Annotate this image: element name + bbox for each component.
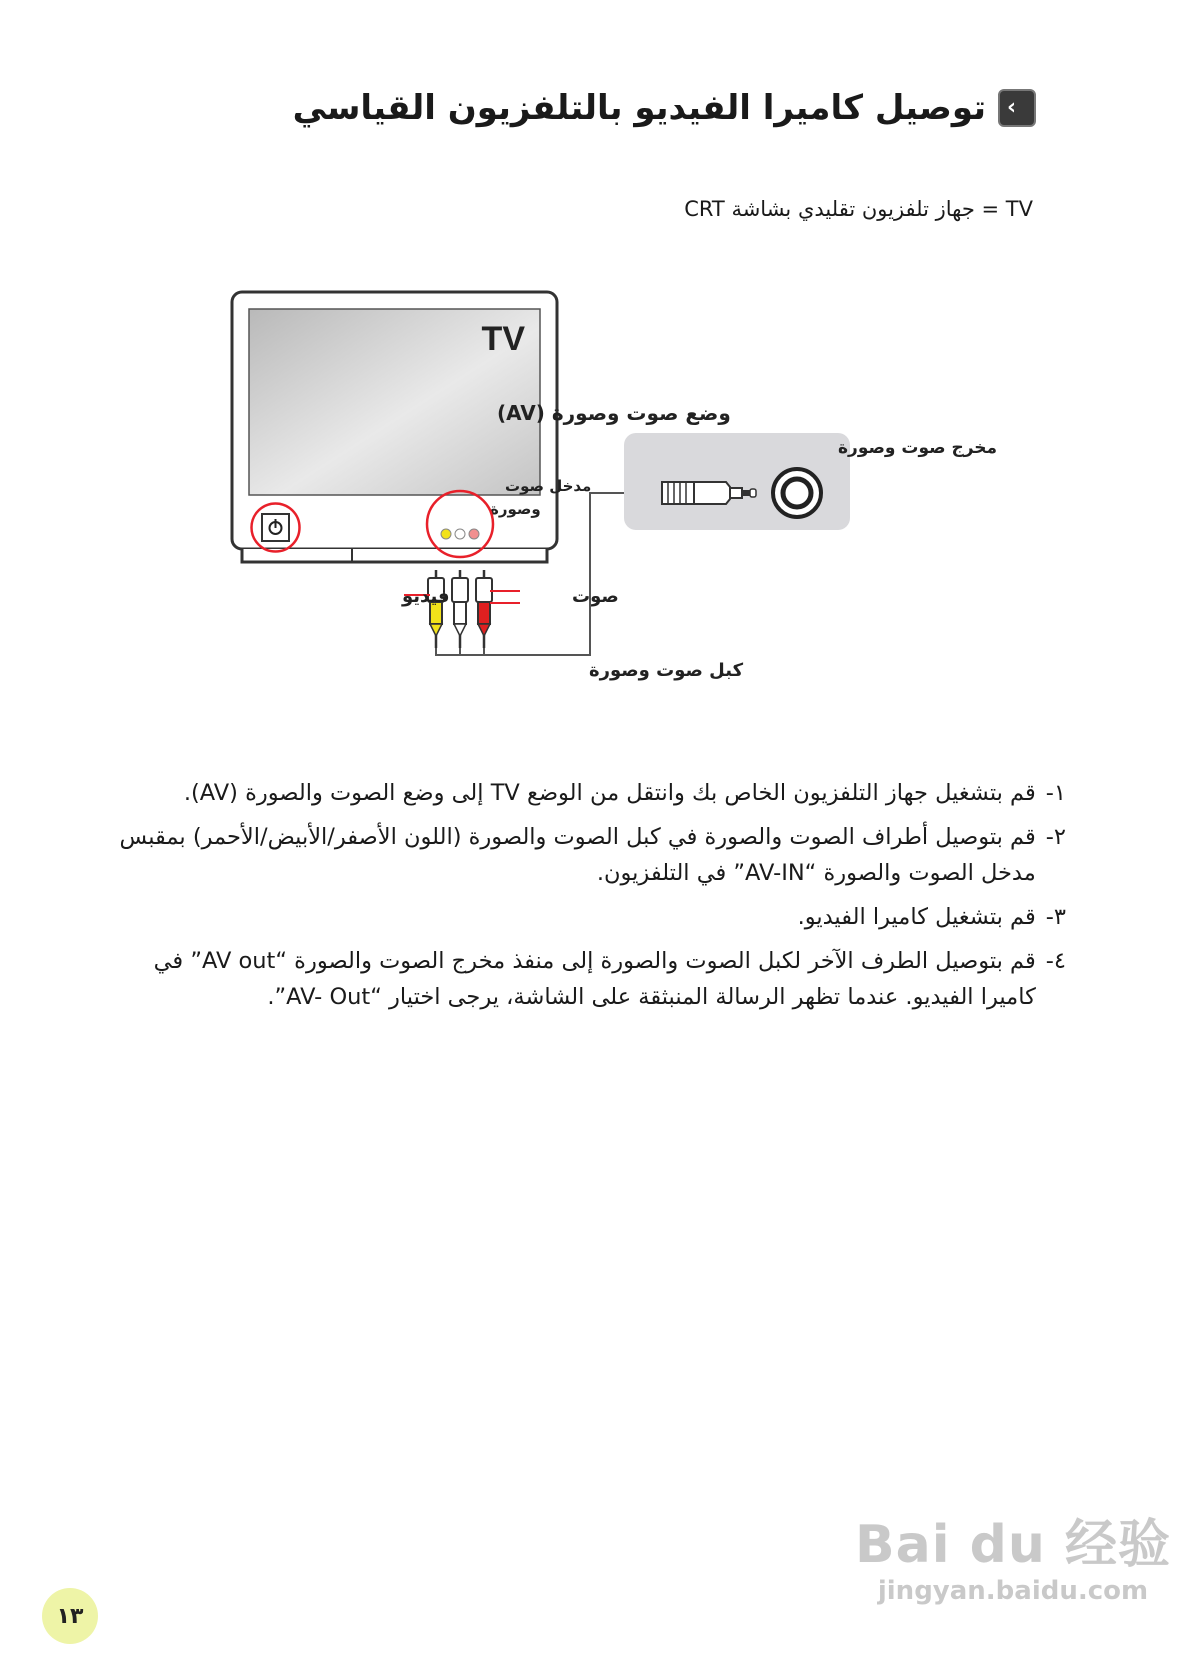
red-jack <box>469 529 479 539</box>
step-number: ٣- <box>1045 904 1066 930</box>
watermark-url: jingyan.baidu.com <box>877 1576 1149 1606</box>
tv-stand <box>242 549 547 562</box>
rca-plug-red <box>476 570 492 648</box>
page-subtitle: TV = جهاز تلفزيون تقليدي بشاشة CRT <box>684 197 1033 221</box>
white-jack <box>455 529 465 539</box>
step-text: قم بتشغيل جهاز التلفزيون الخاص بك وانتقل من الوضع TV إلى وضع الصوت والصورة (AV). <box>183 780 1036 806</box>
audio-label: صوت <box>572 586 619 607</box>
rca-plug-white <box>452 570 468 648</box>
step-4 <box>106 943 1066 1015</box>
page-number: ١٣ <box>42 1588 98 1644</box>
step-text: قم بتشغيل كاميرا الفيديو. <box>797 904 1036 930</box>
watermark-logo: Bai du 经验 <box>855 1515 1171 1575</box>
chevron-left-icon: ‹ <box>998 89 1036 127</box>
watermark <box>855 1515 1171 1607</box>
step-2 <box>106 819 1066 891</box>
av-input-label-line1: مدخل صوت <box>505 477 592 495</box>
connection-diagram <box>0 0 1191 720</box>
video-label: فيديو <box>402 586 450 607</box>
step-1 <box>106 775 1066 811</box>
yellow-jack <box>441 529 451 539</box>
step-number: ٤- <box>1045 948 1066 974</box>
step-text: قم بتوصيل الطرف الآخر لكبل الصوت والصورة إلى منفذ مخرج الصوت والصورة “AV out” في كاميرا الفيديو. عندما تظهر الرسالة المنبثقة على الشاشة، يرجى اختيار “AV- Out”. <box>153 948 1036 1010</box>
av-mode-label: وضع صوت وصورة (AV) <box>497 401 731 425</box>
step-text: قم بتوصيل أطراف الصوت والصورة في كبل الصوت والصورة (اللون الأصفر/الأبيض/الأحمر) بمقبس مدخل الصوت والصورة “AV-IN” في التلفزيون. <box>119 824 1036 886</box>
tv-label: TV <box>481 320 525 358</box>
page-title: توصيل كاميرا الفيديو بالتلفزيون القياسي <box>292 88 986 128</box>
instruction-steps <box>106 775 1066 1023</box>
av-input-label-line2: وصورة <box>490 500 541 518</box>
av-output-label: مخرج صوت وصورة <box>838 438 998 458</box>
cable-label: كبل صوت وصورة <box>589 660 744 681</box>
rca-plug-yellow <box>428 570 444 648</box>
step-number: ٢- <box>1045 824 1066 850</box>
step-3 <box>106 899 1066 935</box>
step-number: ١- <box>1045 780 1066 806</box>
